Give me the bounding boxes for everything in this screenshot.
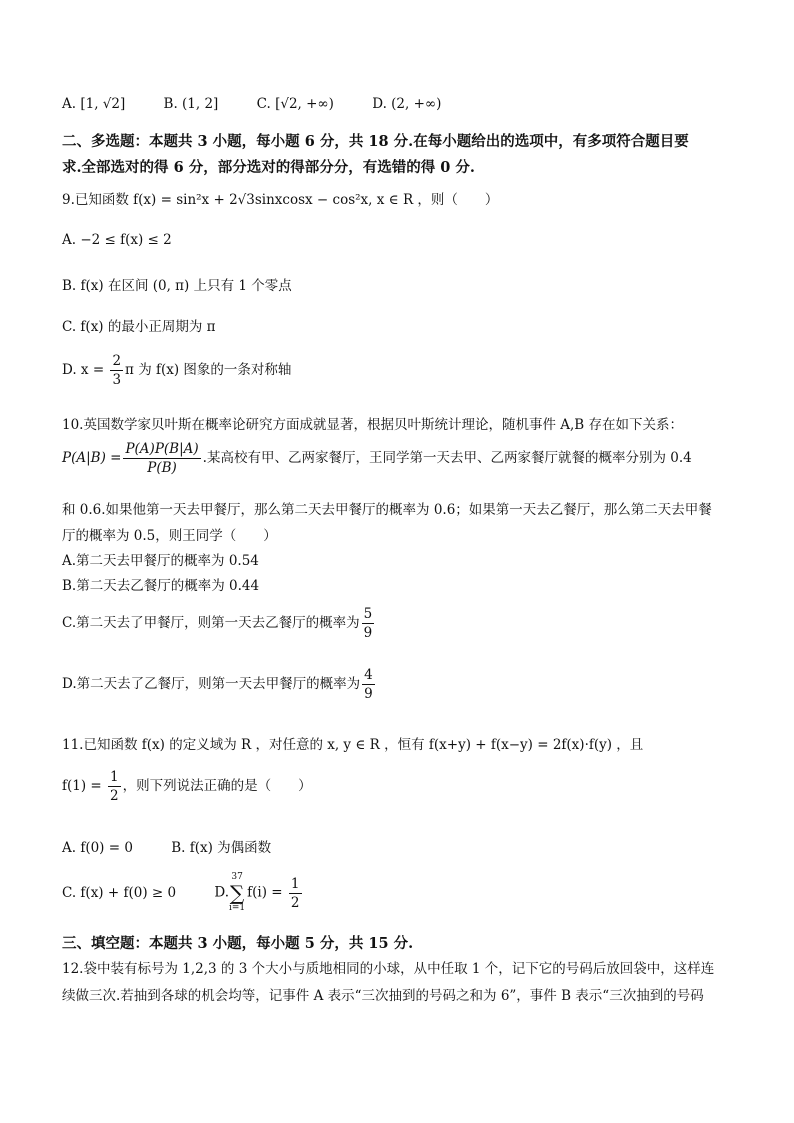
section3-header: 三、填空题：本题共 3 小题，每小题 5 分，共 15 分. — [62, 935, 414, 952]
q12-line2: 续做三次.若抽到各球的机会均等，记事件 A 表示“三次抽到的号码之和为 6”，事件 B 表示“三次抽到的号码 — [62, 988, 704, 1004]
q11-d-prefix: D. — [214, 884, 230, 901]
q11-options-cd — [62, 872, 304, 914]
q10-c-denominator: 9 — [363, 625, 373, 641]
q10-c-numerator: 5 — [363, 606, 373, 622]
q10-formula-lhs: P(A|B) = — [62, 450, 122, 466]
q10-d-fraction — [362, 666, 375, 703]
q10-option-a: A.第二天去甲餐厅的概率为 0.54 — [62, 553, 259, 569]
q9-stem: 9.已知函数 f(x) = sin²x + 2√3sinxcosx − cos²x, x ∈ R ，则（ ） — [62, 192, 499, 208]
q11-options-ab — [62, 836, 271, 856]
q10-d-numerator: 4 — [364, 667, 373, 683]
q11-option-a: A. f(0) = 0 — [62, 840, 133, 856]
q9-d-denominator: 3 — [112, 372, 122, 388]
q9-option-d — [62, 352, 291, 389]
q11-d-summation — [229, 872, 245, 914]
q10-c-fraction — [362, 605, 375, 642]
q11-line2-fraction — [108, 768, 121, 805]
q9-d-suffix: π 为 f(x) 图象的一条对称轴 — [125, 362, 292, 378]
q8-options — [62, 96, 475, 112]
q11-option-b: B. f(x) 为偶函数 — [171, 840, 272, 856]
q8-option-a: A. [1, √2] — [62, 96, 126, 112]
q8-option-b: B. (1, 2] — [163, 96, 219, 112]
q10-d-text: D.第二天去了乙餐厅，则第一天去甲餐厅的概率为 — [62, 676, 361, 692]
q8-option-c: C. [√2, +∞) — [256, 96, 334, 112]
q9-option-b: B. f(x) 在区间 (0, π) 上只有 1 个零点 — [62, 278, 292, 294]
section2-header-line2: 求.全部选对的得 6 分，部分选对的得部分分，有选错的得 0 分. — [62, 159, 475, 176]
q11-d-fraction — [289, 875, 302, 912]
q9-option-c: C. f(x) 的最小正周期为 π — [62, 319, 216, 335]
q8-option-d: D. (2, +∞) — [372, 96, 442, 112]
q11-d-upper-limit: 37 — [231, 872, 243, 882]
q12-line1: 12.袋中装有标号为 1,2,3 的 3 个大小与质地相同的小球，从中任取 1 个，记下它的号码后放回袋中，这样连 — [62, 961, 715, 977]
q9-d-prefix: D. x = — [62, 362, 109, 378]
q11-line2-numerator: 1 — [110, 769, 119, 785]
q10-d-denominator: 9 — [364, 686, 373, 702]
q11-line2-prefix: f(1) = — [62, 778, 107, 794]
q10-line4: 厅的概率为 0.5，则王同学（ ） — [62, 528, 277, 544]
q10-option-d — [62, 666, 377, 703]
q10-c-text: C.第二天去了甲餐厅，则第一天去乙餐厅的概率为 — [62, 615, 360, 631]
q11-line2 — [62, 768, 312, 805]
q11-d-lower-limit: i=1 — [229, 903, 246, 913]
q9-d-numerator: 2 — [112, 353, 122, 369]
q10-option-c — [62, 605, 376, 642]
q11-d-denominator: 2 — [290, 894, 300, 911]
q11-line2-suffix: ，则下列说法正确的是（ ） — [122, 778, 312, 794]
q10-stem: 10.英国数学家贝叶斯在概率论研究方面成就显著，根据贝叶斯统计理论，随机事件 A,B 存在如下关系： — [62, 417, 684, 433]
q11-d-body: f(i) = — [247, 884, 287, 901]
q10-formula-denominator: P(B) — [147, 460, 177, 476]
q10-line3: 和 0.6.如果他第一天去甲餐厅，那么第二天去甲餐厅的概率为 0.6；如果第一天去乙餐厅，那么第二天去甲餐 — [62, 502, 712, 518]
q10-formula-fraction — [123, 440, 200, 477]
q10-formula-numerator: P(A)P(B|A) — [125, 441, 199, 457]
q11-line2-denominator: 2 — [110, 788, 119, 804]
q10-formula-line — [62, 440, 692, 477]
q10-option-b: B.第二天去乙餐厅的概率为 0.44 — [62, 578, 260, 594]
q11-d-sigma: ∑ — [229, 881, 245, 905]
q11-d-numerator: 1 — [290, 875, 300, 892]
q9-d-fraction — [110, 352, 123, 389]
q10-formula-text: .某高校有甲、乙两家餐厅，王同学第一天去甲、乙两家餐厅就餐的概率分别为 0.4 — [202, 450, 692, 466]
q11-option-c: C. f(x) + f(0) ≥ 0 — [62, 884, 177, 901]
section2-header-line1: 二、多选题：本题共 3 小题，每小题 6 分，共 18 分.在每小题给出的选项中，有多项符合题目要 — [62, 133, 689, 150]
q11-stem: 11.已知函数 f(x) 的定义域为 R ，对任意的 x, y ∈ R ，恒有 f(x+y) + f(x−y) = 2f(x)·f(y) ，且 — [62, 737, 644, 753]
q9-option-a: A. −2 ≤ f(x) ≤ 2 — [62, 232, 172, 248]
